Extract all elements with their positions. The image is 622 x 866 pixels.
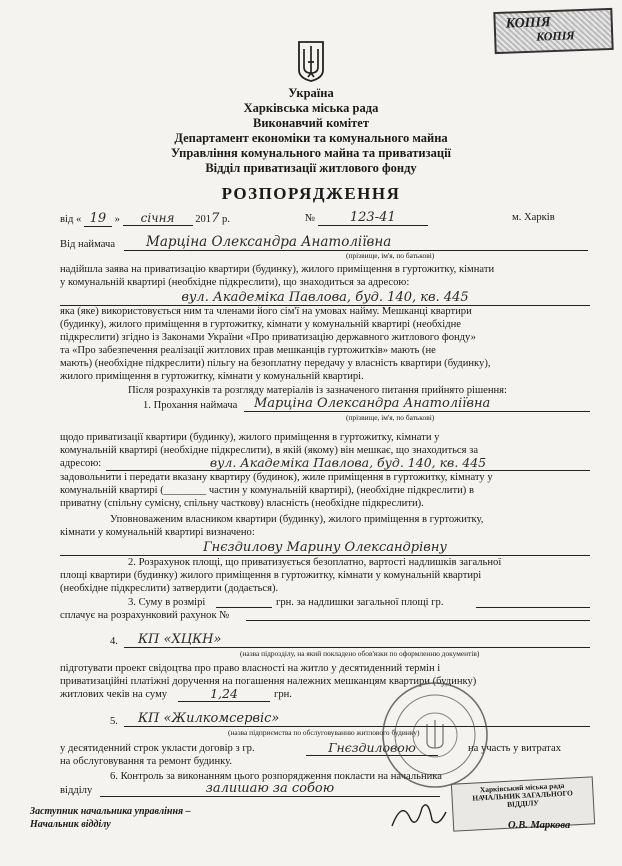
item3-c: сплачує на розрахунковий рахунок № xyxy=(60,610,230,621)
intro-p1: яка (яке) використовується ним та членами його сім'ї на умовах найму. Мешканці квартири xyxy=(60,306,472,317)
item3-a: 3. Суму в розмірі xyxy=(128,597,206,608)
intro-p6: жилого приміщення в гуртожитку, кімнати у комунальній квартирі. xyxy=(60,371,364,382)
item3-sum-blank xyxy=(216,607,272,608)
signer-position-2: Начальник відділу xyxy=(30,819,111,830)
date-year-suffix: 7 xyxy=(211,211,220,226)
item3-account-blank xyxy=(246,620,590,621)
trident-emblem xyxy=(296,40,326,82)
item3-name-blank xyxy=(476,607,590,608)
header-country: Україна xyxy=(288,86,334,100)
header-administration: Управління комунального майна та приватизації xyxy=(170,146,452,160)
item4-c-value: 1,24 xyxy=(178,686,270,702)
item6-value: залишаю за собою xyxy=(100,781,440,797)
copy-stamp xyxy=(493,8,613,54)
item5-b: на обслуговування та ремонт будинку. xyxy=(60,756,233,767)
handwritten-signature xyxy=(388,798,448,832)
item2-a: 2. Розрахунок площі, що приватизується безоплатно, вартості надлишків загальної xyxy=(128,557,502,568)
item1-name: Марціна Олександра Анатоліївна xyxy=(244,396,590,412)
date-year-prefix: 201 xyxy=(195,214,212,225)
item5-label: 5. xyxy=(110,716,118,727)
item4-label: 4. xyxy=(110,636,118,647)
item4-a: підготувати проект свідоцтва про право власності на житло у десятиденний термін і xyxy=(60,663,441,674)
item4-caption: (назва підрозділу, на який покладено обов'язки по оформленню документів) xyxy=(240,649,480,658)
header-division: Відділ приватизації житлового фонду xyxy=(205,161,417,175)
item3-b: грн. за надлишки загальної площі гр. xyxy=(276,597,444,608)
owner-name: Гнєздилову Марину Олександрівну xyxy=(60,540,590,556)
header-committee: Виконавчий комітет xyxy=(253,116,369,130)
document-title: РОЗПОРЯДЖЕННЯ xyxy=(221,184,401,203)
applicant-caption: (прізвище, ім'я, по батькові) xyxy=(346,251,435,260)
item2-b: площі квартири (будинку) жилого приміщення в гуртожитку, кімнати у комунальній квартирі xyxy=(60,570,482,581)
intro-p5: мають) (необхідне підкреслити) пільгу на безоплатну передачу у власність квартири (будинку), xyxy=(60,358,491,369)
item5-caption: (назва підприємства по обслуговуванню житлового будинку) xyxy=(228,728,420,737)
document-number: 123-41 xyxy=(318,212,428,226)
item1-l5: комунальній квартирі (________ частин у комунальній квартирі), (необхідне підкреслити) в xyxy=(60,485,474,496)
date-prefix: від « xyxy=(60,214,82,225)
city: м. Харків xyxy=(512,212,555,223)
copy-stamp-text-repeat: КОПІЯ xyxy=(535,28,575,44)
intro-line2: у комунальній квартирі (необхідне підкреслити), що знаходиться за адресою: xyxy=(60,277,410,288)
item1-l4: задовольнити і передати вказану квартиру (будинок), жиле приміщення в гуртожитку, кімнату у xyxy=(60,472,493,483)
item2-c: (необхідне підкреслити) затвердити (додається). xyxy=(60,583,279,594)
number-label: № xyxy=(305,213,316,224)
header-council: Харківська міська рада xyxy=(243,101,379,115)
owner-line: Уповноваженим власником квартири (будинку), жилого приміщення в гуртожитку, xyxy=(110,514,484,525)
item4-b: приватизаційні платіжні доручення на погашення належних мешканцям квартири (будинку) xyxy=(60,676,477,687)
item6-label: 6. Контроль за виконанням цього розпорядження покласти на начальника xyxy=(110,771,442,782)
item1-l2: комунальній квартирі (необхідне підкреслити), в якій (якому) він мешкає, що знаходиться за xyxy=(60,445,479,456)
date-line xyxy=(60,212,230,227)
intro-p3: підкреслити) згідно із Законами України «Про приватизацію державного житлового фонду» xyxy=(60,332,476,343)
item5-value: КП «Жилкомсервіс» xyxy=(124,711,590,727)
number-line xyxy=(305,212,428,226)
intro-address: вул. Академіка Павлова, буд. 140, кв. 445 xyxy=(60,290,590,306)
copy-stamp-text: КОПІЯ xyxy=(505,15,551,32)
item6-b: відділу xyxy=(60,785,93,796)
date-day-close: » xyxy=(114,214,120,225)
general-department-seal-text: Харківський міська рада НАЧАЛЬНИК ЗАГАЛЬНОГО ВІДДІЛУ xyxy=(472,780,573,809)
intro-line1: надійшла заява на приватизацію квартири (будинку), жилого приміщення в гуртожитку, кімнати xyxy=(60,264,495,275)
item5-a-tail: на участь у витратах xyxy=(468,743,562,754)
item1-l1: щодо приватизації квартири (будинку), жилого приміщення в гуртожитку, кімнати у xyxy=(60,432,440,443)
item1-caption: (прізвище, ім'я, по батькові) xyxy=(346,413,435,422)
item4-c-unit: грн. xyxy=(274,689,292,700)
owner-line2: кімнати у комунальній квартирі визначено: xyxy=(60,527,255,538)
item1-l3-label: адресою: xyxy=(60,458,102,469)
item4-value: КП «ХЦКН» xyxy=(124,632,590,648)
item1-address: вул. Академіка Павлова, буд. 140, кв. 445 xyxy=(106,455,590,471)
date-month: січня xyxy=(123,212,193,226)
intro-p4: та «Про забезпечення реалізації житлових прав мешканців гуртожитків» мають (не xyxy=(60,345,436,356)
applicant-label: Від наймача xyxy=(60,239,116,250)
signer-name: О.В. Маркова xyxy=(508,820,571,831)
header-department: Департамент економіки та комунального майна xyxy=(174,131,448,145)
item5-a-name: Гнєздиловою xyxy=(306,740,438,756)
item5-a-label: у десятиденний строк укласти договір з гр. xyxy=(60,743,255,754)
item1-label: 1. Прохання наймача xyxy=(143,400,238,411)
item4-c-label: житлових чеків на суму xyxy=(60,689,168,700)
decision-lead: Після розрахунків та розгляду матеріалів із зазначеного питання прийнято рішення: xyxy=(128,385,507,396)
item1-l6: приватну (спільну сумісну, спільну часткову) власність (необхідне підкреслити). xyxy=(60,498,424,509)
date-year-tail: р. xyxy=(222,214,230,225)
date-day: 19 xyxy=(84,213,112,227)
official-seal xyxy=(380,680,490,790)
signer-position-1: Заступник начальника управління – xyxy=(30,806,191,817)
intro-p2: (будинку), жилого приміщення в гуртожитку, кімнати у комунальній квартирі (необхідне xyxy=(60,319,461,330)
applicant-name: Марціна Олександра Анатоліївна xyxy=(124,234,588,251)
